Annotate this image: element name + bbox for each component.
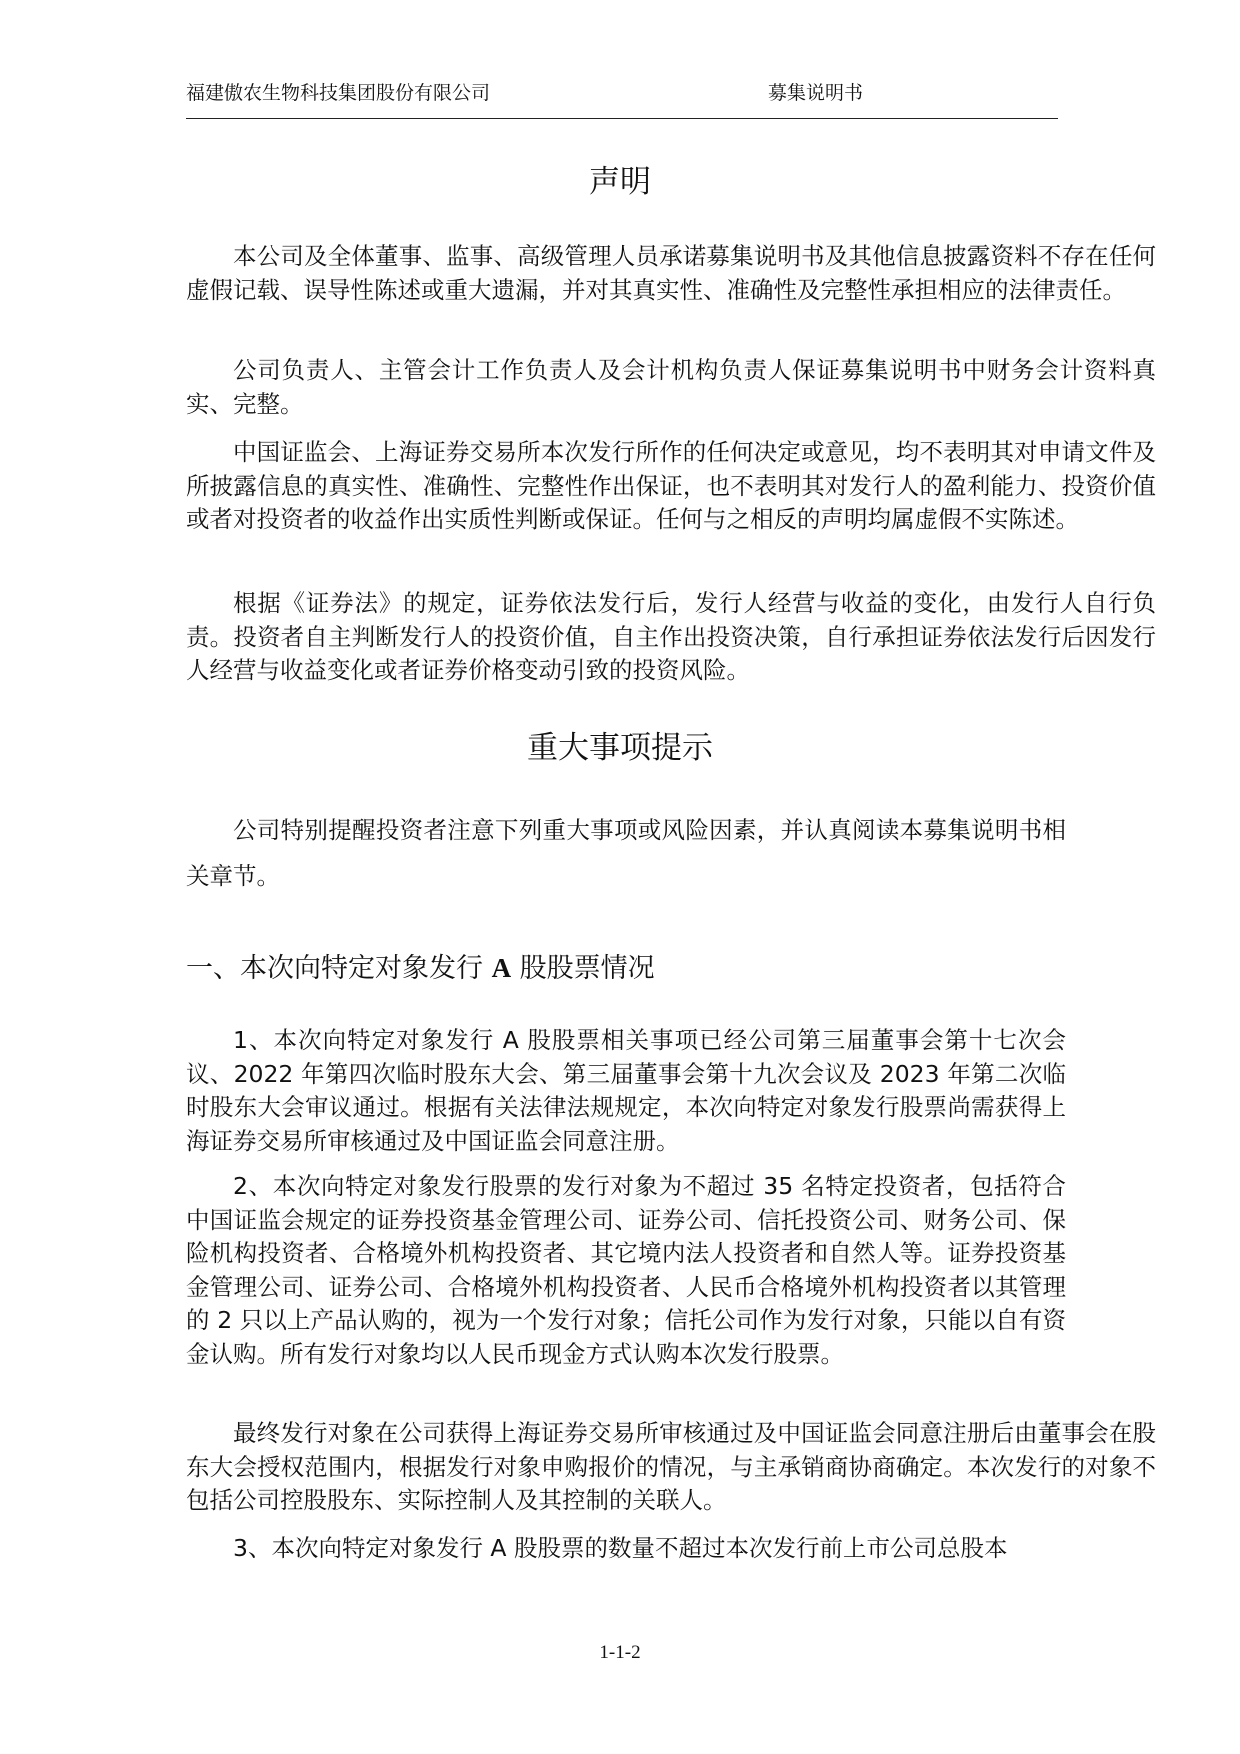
- header-company-name: 福建傲农生物科技集团股份有限公司: [186, 82, 491, 104]
- section-1-title-prefix: 一、本次向特定对象发行: [186, 953, 492, 984]
- declaration-title: 声明: [589, 164, 651, 200]
- section-1-title: [186, 946, 655, 985]
- section-1-title-suffix: 股股票情况: [511, 953, 655, 984]
- declaration-paragraph: 公司负责人、主管会计工作负责人及会计机构负责人保证募集说明书中财务会计资料真实、完整。: [186, 356, 1156, 418]
- section-1-paragraph: 3、本次向特定对象发行 A 股股票的数量不超过本次发行前上市公司总股本: [233, 1534, 1008, 1562]
- section-1-paragraph: 2、本次向特定对象发行股票的发行对象为不超过 35 名特定投资者，包括符合中国证监会规定的证券投资基金管理公司、证券公司、信托投资公司、财务公司、保险机构投资者、合格境外机构投资者、其它境内法人投资者和自然人等。证券投资基金管理公司、证券公司、合格境外机构投资者、人民币合格境外机构投资者以其管理的 2 只以上产品认购的，视为一个发行对象；信托公司作为发行对象，只能以自有资金认购。所有发行对象均以人民币现金方式认购本次发行股票。: [186, 1172, 1066, 1368]
- section-1-title-share-class: A: [491, 953, 512, 983]
- section-1-paragraph: 最终发行对象在公司获得上海证券交易所审核通过及中国证监会同意注册后由董事会在股东大会授权范围内，根据发行对象申购报价的情况，与主承销商协商确定。本次发行的对象不包括公司控股股东、实际控制人及其控制的关联人。: [186, 1419, 1156, 1514]
- declaration-paragraph: 根据《证券法》的规定，证券依法发行后，发行人经营与收益的变化，由发行人自行负责。投资者自主判断发行人的投资价值，自主作出投资决策，自行承担证券依法发行后因发行人经营与收益变化或者证券价格变动引致的投资风险。: [186, 589, 1156, 684]
- page-header: [186, 76, 1058, 119]
- declaration-paragraph: 中国证监会、上海证券交易所本次发行所作的任何决定或意见，均不表明其对申请文件及所披露信息的真实性、准确性、完整性作出保证，也不表明其对发行人的盈利能力、投资价值或者对投资者的收益作出实质性判断或保证。任何与之相反的声明均属虚假不实陈述。: [186, 438, 1156, 533]
- declaration-paragraph: 本公司及全体董事、监事、高级管理人员承诺募集说明书及其他信息披露资料不存在任何虚假记载、误导性陈述或重大遗漏，并对其真实性、准确性及完整性承担相应的法律责任。: [186, 242, 1156, 304]
- major-matters-title: 重大事项提示: [527, 730, 713, 766]
- header-document-title: 募集说明书: [768, 82, 864, 104]
- page-number: 1-1-2: [599, 1642, 641, 1663]
- major-matters-intro: 公司特别提醒投资者注意下列重大事项或风险因素，并认真阅读本募集说明书相关章节。: [186, 816, 1066, 890]
- section-1-paragraph: 1、本次向特定对象发行 A 股股票相关事项已经公司第三届董事会第十七次会议、2022 年第四次临时股东大会、第三届董事会第十九次会议及 2023 年第二次临时股东大会审议通过。根据有关法律法规规定，本次向特定对象发行股票尚需获得上海证券交易所审核通过及中国证监会同意注册。: [186, 1026, 1066, 1155]
